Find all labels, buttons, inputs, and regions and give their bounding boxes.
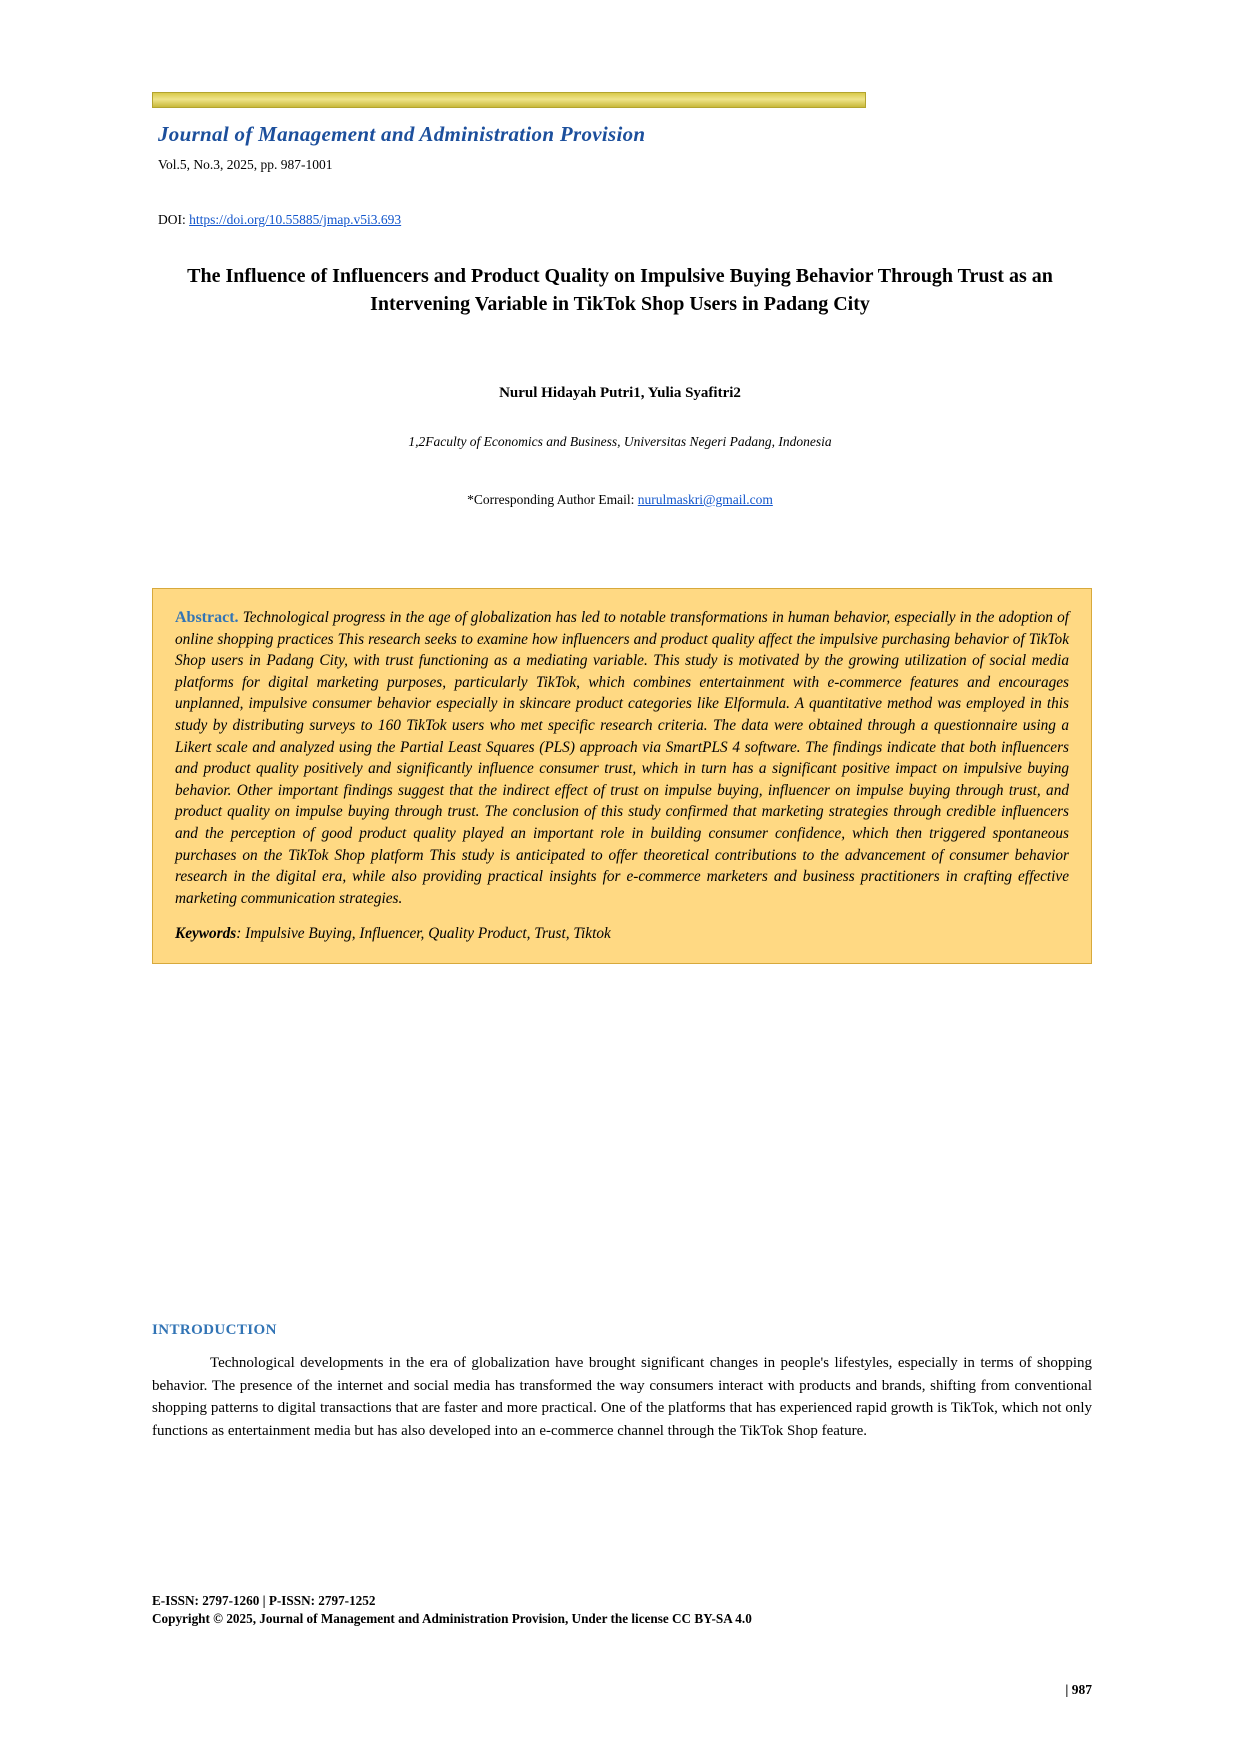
- masthead-decorative-bar: [152, 92, 866, 108]
- journal-title: Journal of Management and Administration Provision: [158, 122, 646, 146]
- doi-row: [158, 212, 958, 228]
- article-title: The Influence of Influencers and Product Quality on Impulsive Buying Behavior Through Trust as an Intervening Variable in TikTok Shop Users in Padang City: [187, 265, 1053, 315]
- keywords-label: Keywords: [175, 925, 237, 943]
- keywords-value: : Impulsive Buying, Influencer, Quality Product, Trust, Tiktok: [236, 925, 611, 943]
- doi-link[interactable]: https://doi.org/10.55885/jmap.v5i3.693: [189, 212, 402, 227]
- page-footer: [152, 1592, 1097, 1628]
- page-number: | 987: [1065, 1682, 1092, 1697]
- abstract-box: [152, 588, 1092, 964]
- footer-issn: E-ISSN: 2797-1260 | P-ISSN: 2797-1252: [152, 1593, 376, 1608]
- corresponding-author: [150, 490, 1090, 509]
- footer-copyright: Copyright © 2025, Journal of Management and Administration Provision, Under the license CC BY-SA 4.0: [152, 1611, 752, 1626]
- journal-volume-line: Vol.5, No.3, 2025, pp. 987-1001: [158, 157, 333, 172]
- introduction-paragraph: Technological developments in the era of globalization have brought significant changes in people's lifestyles, especially in terms of shopping behavior. The presence of the internet and social media has transformed the way consumers interact with products and brands, shifting from conventional shopping patterns to digital transactions that are faster and more practical. One of the platforms that has experienced rapid growth is TikTok, which not only functions as entertainment media but has also developed into an e-commerce channel through the TikTok Shop feature.: [152, 1355, 1092, 1439]
- keywords-row: [175, 925, 1069, 943]
- abstract-paragraph: [175, 607, 1069, 909]
- doi-label: DOI:: [158, 212, 186, 227]
- journal-meta: [158, 156, 918, 173]
- section-heading-introduction: INTRODUCTION: [152, 1322, 277, 1338]
- corresponding-author-email[interactable]: nurulmaskri@gmail.com: [637, 492, 773, 507]
- corresponding-author-label: *Corresponding Author Email:: [467, 492, 635, 507]
- article-affiliation: 1,2Faculty of Economics and Business, Universitas Negeri Padang, Indonesia: [408, 434, 832, 449]
- article-authors: Nurul Hidayah Putri1, Yulia Syafitri2: [499, 385, 741, 401]
- abstract-label: Abstract.: [175, 609, 239, 626]
- abstract-body: Technological progress in the age of globalization has led to notable transformations in human behavior, especially in the adoption of online shopping practices This research seeks to examine how influencers and product quality affect the impulsive purchasing behavior of TikTok Shop users in Padang City, with trust functioning as a mediating variable. This study is motivated by the growing utilization of social media platforms for digital marketing purposes, particularly TikTok, which combines entertainment with e-commerce features and encourages unplanned, impulsive consumer behavior especially in skincare product categories like Elformula. A quantitative method was employed in this study by distributing surveys to 160 TikTok users who met specific research criteria. The data were obtained through a questionnaire using a Likert scale and analyzed using the Partial Least Squares (PLS) approach via SmartPLS 4 software. The findings indicate that both influencers and product quality positively and significantly influence consumer trust, which in turn has a significant positive impact on impulsive buying behavior. Other important findings suggest that the indirect effect of trust on impulse buying, influencer on impulse buying through trust, and product quality on impulse buying through trust. The conclusion of this study confirmed that marketing strategies through credible influencers and the perception of good product quality played an important role in building consumer confidence, which then triggered spontaneous purchases on the TikTok Shop platform This study is anticipated to offer theoretical contributions to the advancement of consumer behavior research in the digital era, while also providing practical insights for e-commerce marketers and business practitioners in crafting effective marketing communication strategies.: [175, 609, 1069, 907]
